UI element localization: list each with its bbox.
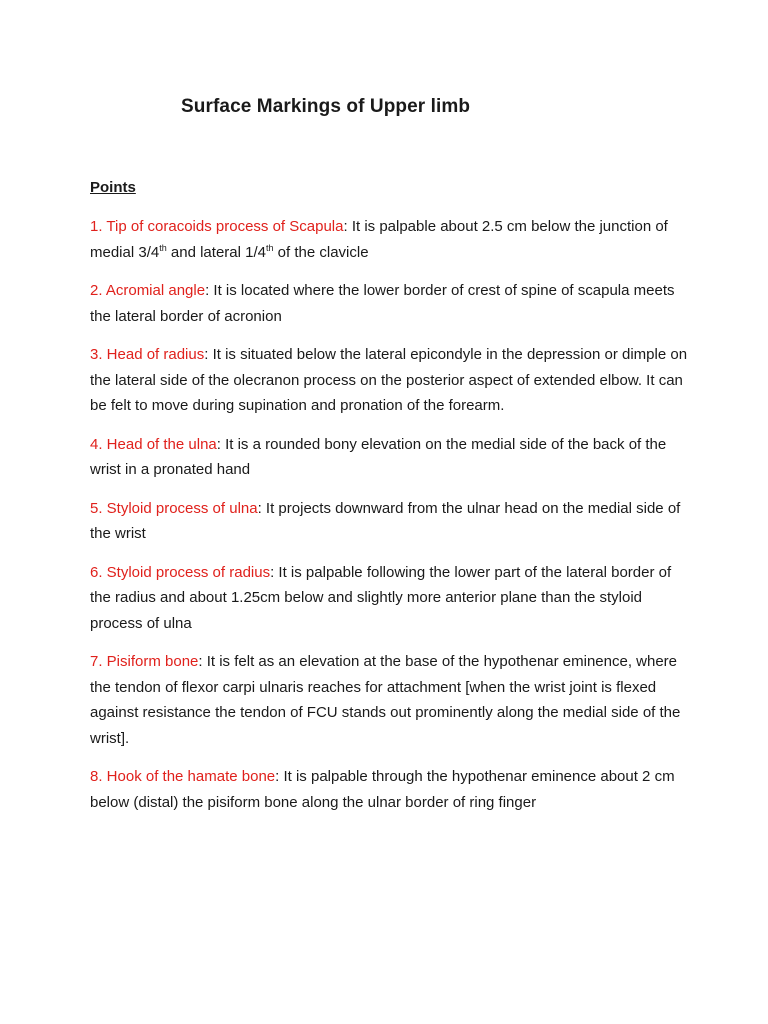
point-item-3 — [90, 342, 690, 419]
point-item-5 — [90, 496, 690, 547]
point-term: 2. Acromial angle — [90, 282, 206, 299]
points-list — [90, 214, 690, 828]
point-item-7 — [90, 649, 690, 751]
point-item-8 — [90, 764, 690, 815]
point-term: 4. Head of the ulna — [90, 435, 217, 453]
point-term: 8. Hook of the hamate bone — [90, 768, 276, 785]
point-term: 1. Tip of coracoids process of Scapula — [90, 218, 344, 235]
section-heading-points: Points — [90, 179, 136, 196]
point-description: : It is a rounded bony elevation on the medial side of the back of the wrist in a pronated hand — [90, 435, 667, 478]
point-description: : It is palpable through the hypothenar eminence about 2 cm below (distal) the pisiform bone along the ulnar border of ring finger — [90, 768, 675, 811]
point-description-part: : It is palpable about 2.5 cm below the junction of medial 3/4 — [90, 218, 668, 261]
point-term: 7. Pisiform bone — [90, 653, 199, 670]
point-description-part: and lateral 1/4 — [166, 243, 266, 261]
point-description: : It projects downward from the ulnar head on the medial side of the wrist — [90, 499, 681, 542]
point-item-2 — [90, 278, 690, 329]
point-description-part: of the clavicle — [273, 243, 369, 261]
point-item-1 — [90, 214, 690, 265]
point-description: : It is felt as an elevation at the base of the hypothenar eminence, where the tendon of flexor carpi ulnaris reaches for attachment [when the wrist joint is flexed against resistance the tendon of FCU stands out prominently along the medial side of the wrist]. — [90, 653, 681, 747]
point-term: 6. Styloid process of radius — [90, 563, 271, 581]
point-item-4 — [90, 432, 690, 483]
point-item-6 — [90, 560, 690, 637]
point-term: 5. Styloid process of ulna — [90, 499, 258, 517]
point-term: 3. Head of radius — [90, 346, 205, 363]
point-description: : It is palpable following the lower part of the lateral border of the radius and about 1.25cm below and slightly more anterior plane than the styloid process of ulna — [90, 563, 672, 632]
document-title: Surface Markings of Upper limb — [181, 96, 471, 117]
superscript-th: th — [265, 242, 274, 253]
point-description: : It is located where the lower border of crest of spine of scapula meets the lateral border of acronion — [90, 282, 675, 325]
point-description: : It is situated below the lateral epicondyle in the depression or dimple on the lateral side of the olecranon process on the posterior aspect of extended elbow. It can be felt to move during supination and pronation of the forearm. — [90, 346, 688, 414]
superscript-th: th — [159, 242, 167, 253]
